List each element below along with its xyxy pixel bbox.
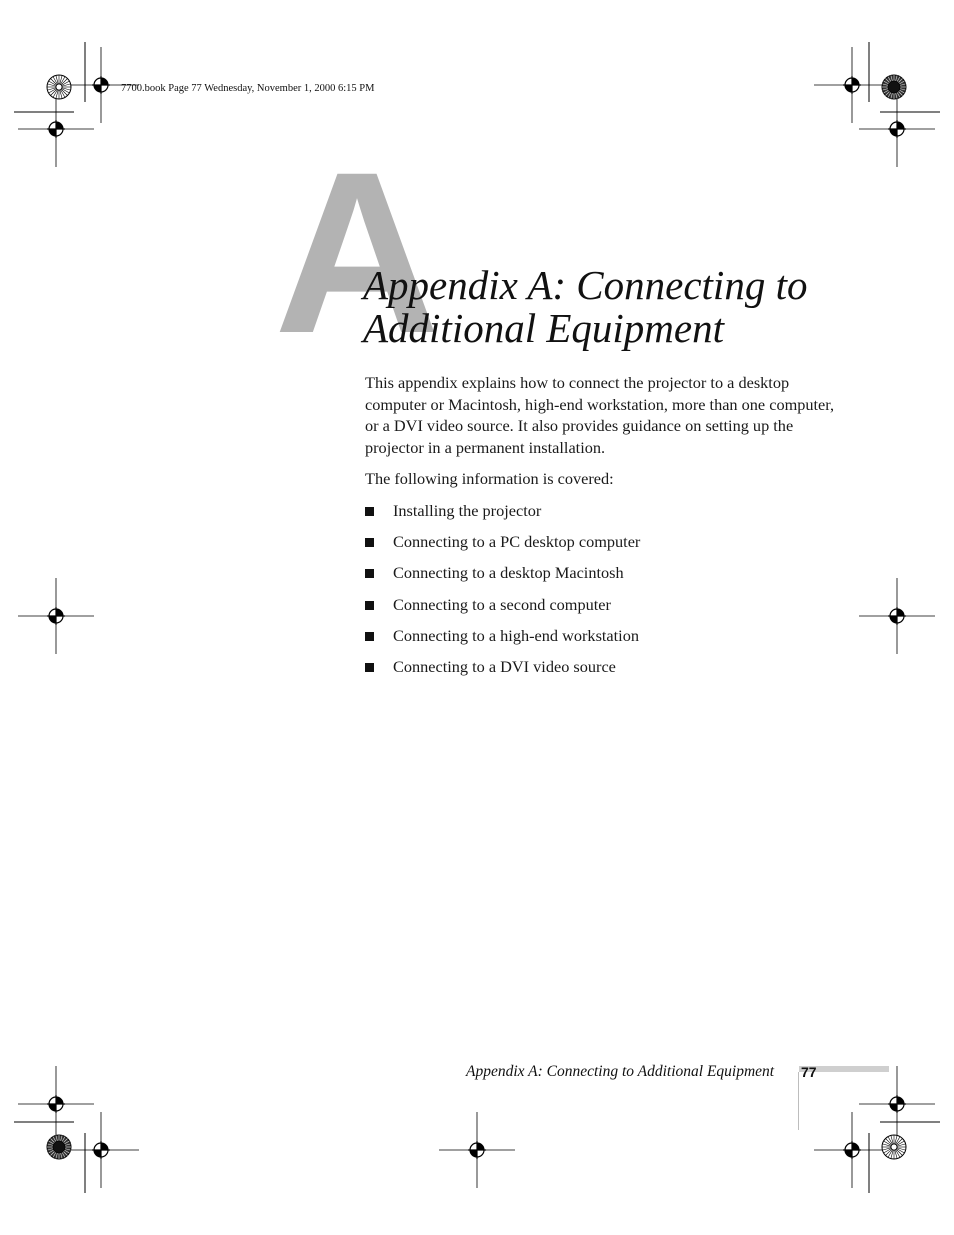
list-item-text: Connecting to a high-end workstation [393, 625, 639, 645]
registration-target-icon [859, 91, 935, 167]
body-text [365, 372, 835, 687]
footer-running-title: Appendix A: Connecting to Additional Equipment [466, 1063, 775, 1080]
list-item [365, 500, 835, 531]
color-rosette-icon [47, 75, 71, 99]
square-bullet-icon [365, 538, 374, 547]
registration-target-icon [18, 1066, 94, 1142]
color-rosette-icon [882, 1135, 906, 1159]
lead-in-paragraph: The following information is covered: [365, 469, 614, 489]
square-bullet-icon [365, 507, 374, 516]
square-bullet-icon [365, 663, 374, 672]
chapter-title [363, 264, 807, 350]
chapter-title-line-2: Additional Equipment [363, 305, 724, 351]
square-bullet-icon [365, 569, 374, 578]
list-item-text: Connecting to a desktop Macintosh [393, 563, 624, 583]
registration-target-icon [859, 1066, 935, 1142]
color-rosette-icon [47, 1135, 71, 1159]
list-item [365, 531, 835, 562]
registration-target-icon [439, 1112, 515, 1188]
square-bullet-icon [365, 632, 374, 641]
registration-target-icon [18, 91, 94, 167]
registration-target-icon [63, 1112, 139, 1188]
registration-target-icon [859, 578, 935, 654]
page-number: 77 [801, 1064, 817, 1080]
square-bullet-icon [365, 601, 374, 610]
list-item-text: Connecting to a DVI video source [393, 656, 616, 676]
list-item-text: Connecting to a PC desktop computer [393, 532, 641, 552]
print-header-stamp: 7700.book Page 77 Wednesday, November 1, 2000 6:15 PM [121, 83, 375, 94]
list-item-text: Installing the projector [393, 500, 542, 520]
color-rosette-icon [882, 75, 906, 99]
chapter-title-line-1: Appendix A: Connecting to [363, 262, 808, 308]
list-item-text: Connecting to a second computer [393, 594, 611, 614]
topic-list [365, 500, 835, 687]
footer-rule [798, 1072, 799, 1130]
registration-target-icon [814, 1112, 890, 1188]
list-item [365, 594, 835, 625]
chapter-letter: A [274, 124, 437, 381]
intro-paragraph: This appendix explains how to connect the projector to a desktop computer or Macintosh, high-end workstation, more than one computer, or a DVI video source. It also provides guidance on setting up the projector in a permanent installation. [365, 373, 835, 457]
registration-target-icon [18, 578, 94, 654]
list-item [365, 625, 835, 656]
list-item [365, 656, 835, 687]
list-item [365, 562, 835, 593]
registration-target-icon [814, 47, 890, 123]
